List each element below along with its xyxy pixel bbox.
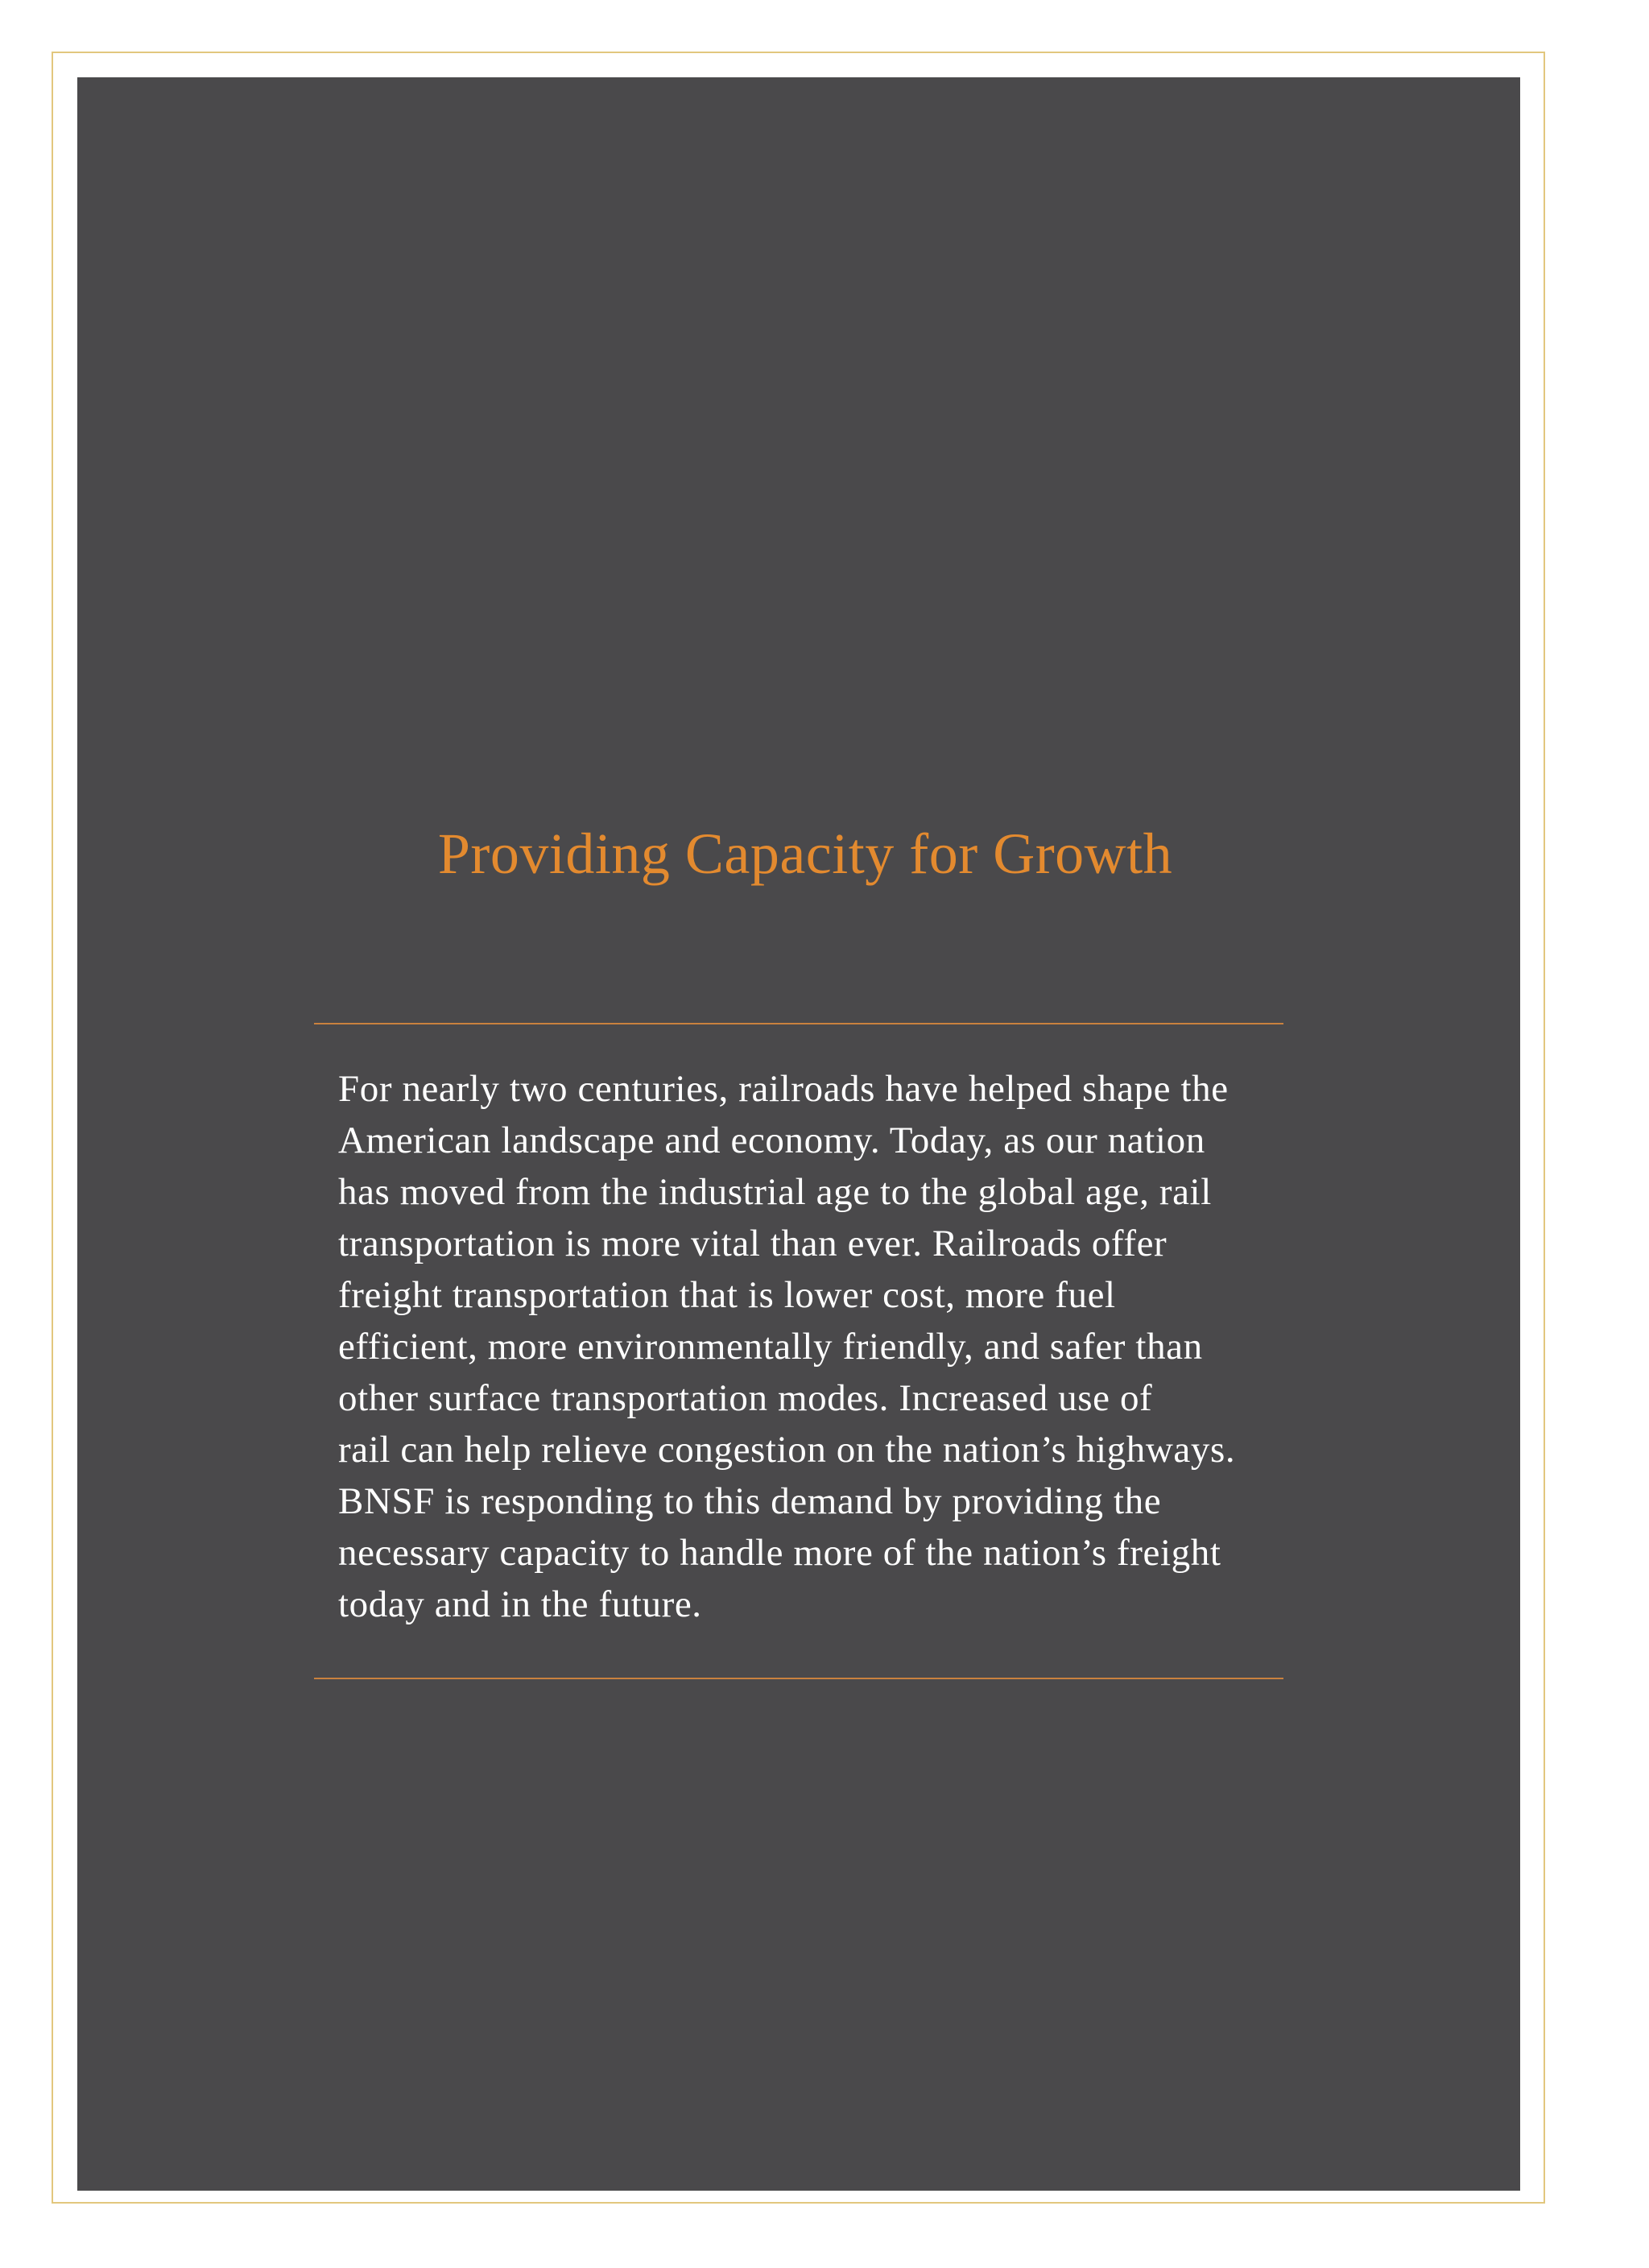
- bottom-divider: [314, 1678, 1283, 1679]
- page-title: Providing Capacity for Growth: [437, 822, 1173, 886]
- body-paragraph: For nearly two centuries, railroads have helped shape the American landscape and economy. Today, as our nation has moved from the industrial age to the global age, rail transportation is more vital than ever. Railroads offer freight transportation that is lower cost, more fuel efficient, more environmentally friendly, and safer than other surface transportation modes. Increased use of rail can help relieve congestion on the nation’s highways. BNSF is responding to this demand by providing the necessary capacity to handle more of the nation’s freight today and in the future.: [338, 1068, 1236, 1625]
- top-divider: [314, 1023, 1283, 1024]
